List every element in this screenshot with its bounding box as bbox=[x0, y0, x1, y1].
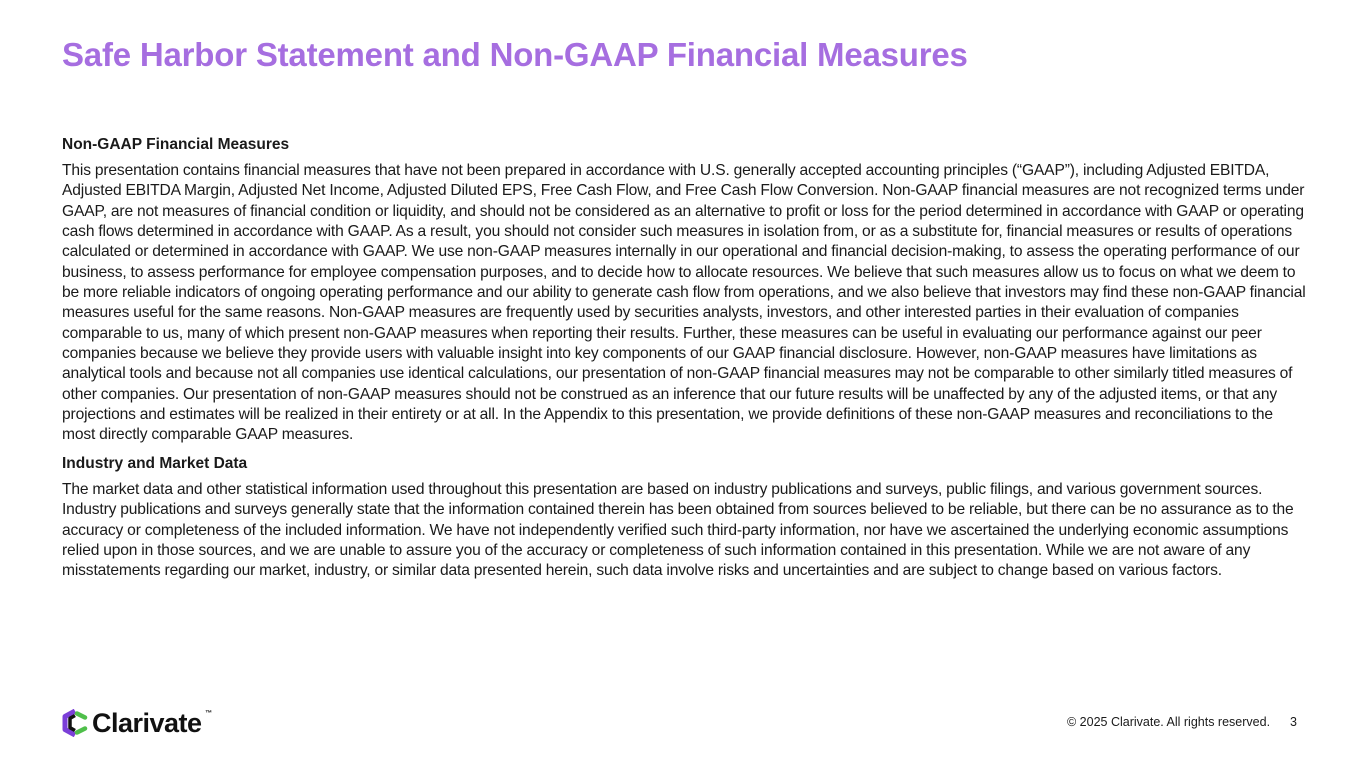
section-body-non-gaap: This presentation contains financial measures that have not been prepared in accordance with U.S. generally accepted accounting principles (“GAAP”), including Adjusted EBITDA, Adjusted EBITDA Margin, Adjusted Net Income, Adjusted Diluted EPS, Free Cash Flow, and Free Cash Flow Conversion. Non-GAAP financial measures are not recognized terms under GAAP, are not measures of financial condition or liquidity, and should not be considered as an alternative to profit or loss for the period determined in accordance with GAAP or operating cash flows determined in accordance with GAAP. As a result, you should not consider such measures in isolation from, or as a substitute for, financial measures or results of operations calculated or determined in accordance with GAAP. We use non-GAAP measures internally in our operational and financial decision-making, to assess the operating performance of our business, to assess performance for employee compensation purposes, and to decide how to allocate resources. We believe that such measures allow us to focus on what we deem to be more reliable indicators of ongoing operating performance and our ability to generate cash flow from operations, and we also believe that investors may find these non-GAAP financial measures useful for the same reasons. Non-GAAP measures are frequently used by securities analysts, investors, and other interested parties in their evaluation of companies comparable to us, many of which present non-GAAP measures when reporting their results. Further, these measures can be useful in evaluating our performance against our peer companies because we believe they provide users with valuable insight into key components of our GAAP financial disclosure. However, non-GAAP measures have limitations as analytical tools and because not all companies use identical calculations, our presentation of non-GAAP financial measures may not be comparable to other similarly titled measures of other companies. Our presentation of non-GAAP measures should not be construed as an inference that our future results will be unaffected by any of the adjusted items, or that any projections and estimates will be realized in their entirety or at all. In the Appendix to this presentation, we provide definitions of these non-GAAP measures and reconciliations to the most directly comparable GAAP measures. bbox=[62, 162, 1306, 444]
copyright-text: © 2025 Clarivate. All rights reserved. bbox=[1066, 715, 1271, 729]
clarivate-wordmark: Clarivate ™ bbox=[92, 707, 212, 738]
section-body-industry-data: The market data and other statistical information used throughout this presentation are based on industry publications and surveys, public filings, and various government sources. Industry publications and surveys generally state that the information contained therein has been obtained from sources believed to be reliable, but there can be no assurance as to the accuracy or completeness of the included information. We have not independently verified such third-party information, nor have we ascertained the underlying economic assumptions relied upon in those sources, and we are unable to assure you of the accuracy or completeness of such information contained in this presentation. While we are not aware of any misstatements regarding our market, industry, or similar data presented herein, such data involve risks and uncertainties and are subject to change based on various factors. bbox=[62, 480, 1294, 580]
slide-content bbox=[62, 135, 1307, 590]
trademark-symbol: ™ bbox=[205, 709, 212, 717]
section-heading-non-gaap: Non-GAAP Financial Measures bbox=[62, 136, 290, 153]
page-number: 3 bbox=[1290, 715, 1297, 729]
clarivate-logo-icon bbox=[62, 709, 88, 737]
section-heading-industry-data: Industry and Market Data bbox=[62, 454, 248, 472]
clarivate-logo bbox=[62, 707, 212, 738]
page-title: Safe Harbor Statement and Non-GAAP Financial Measures bbox=[62, 36, 968, 73]
footer bbox=[1067, 715, 1297, 729]
